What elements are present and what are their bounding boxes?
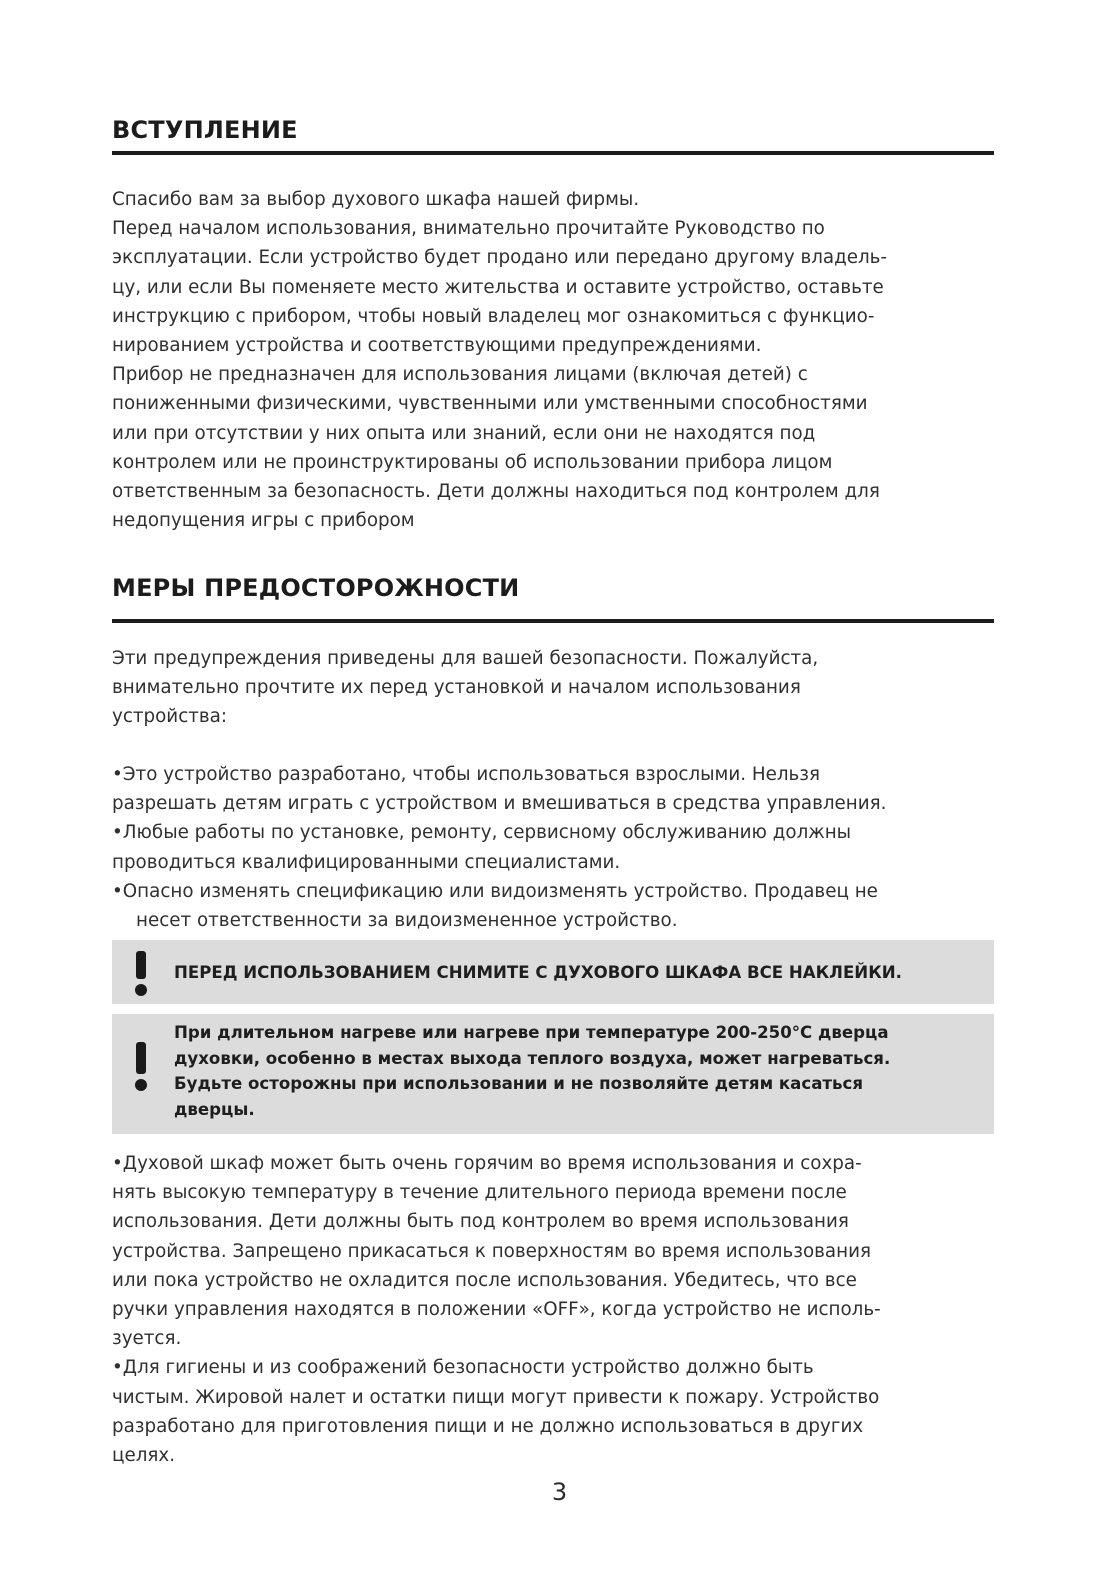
bullet-line: •Любые работы по установке, ремонту, сервисному обслуживанию должны — [112, 822, 852, 844]
intro-line: пониженными физическими, чувственными или умственными способностями — [112, 393, 868, 415]
bullet-line: •Это устройство разработано, чтобы использоваться взрослыми. Нельзя — [112, 764, 821, 785]
bullet-line: или пока устройство не охладится после использования. Убедитесь, что все — [112, 1269, 857, 1291]
intro-line: Прибор не предназначен для использования лицами (включая детей) с — [112, 364, 808, 386]
section-precautions-rule — [112, 619, 994, 623]
bullet-line: чистым. Жировой налет и остатки пищи могут привести к пожару. Устройство — [112, 1386, 880, 1408]
warning-box-hot-door — [112, 1014, 994, 1134]
intro-line: недопущения игры с прибором — [112, 510, 415, 532]
warning-line: духовки, особенно в местах выхода теплого воздуха, может нагреваться. — [174, 1048, 891, 1068]
section-intro-rule — [112, 151, 994, 155]
intro-line: ответственным за безопасность. Дети должны находиться под контролем для — [112, 480, 880, 502]
exclamation-icon — [134, 951, 148, 995]
warning-box-stickers — [112, 940, 994, 1004]
bullet-line: зуется. — [112, 1328, 182, 1350]
section-intro-title: ВСТУПЛЕНИЕ — [112, 116, 298, 144]
bullet-line: •Духовой шкаф может быть очень горячим во время использования и сохра- — [112, 1153, 862, 1174]
warning-line: ПЕРЕД ИСПОЛЬЗОВАНИЕМ СНИМИТЕ С ДУХОВОГО ШКАФА ВСЕ НАКЛЕЙКИ. — [174, 963, 902, 982]
bullet-line: разработано для приготовления пищи и не должно использоваться в других — [112, 1415, 864, 1437]
bullet-line: нять высокую температуру в течение длительного периода времени после — [112, 1182, 847, 1204]
bullet-line: разрешать детям играть с устройством и вмешиваться в средства управления. — [112, 793, 887, 815]
bullet-line: ручки управления находятся в положении «OFF», когда устройство не исполь- — [112, 1298, 881, 1320]
intro-line: или при отсутствии у них опыта или знаний, если они не находятся под — [112, 422, 816, 444]
precautions-intro-line: Эти предупреждения приведены для вашей безопасности. Пожалуйста, — [112, 648, 819, 669]
bullet-line: •Опасно изменять спецификацию или видоизменять устройство. Продавец не — [112, 880, 878, 902]
warning-hot-door-text — [174, 1020, 890, 1122]
precautions-intro-line: внимательно прочтите их перед установкой и началом использования — [112, 677, 801, 699]
precautions-bullets-b — [112, 1149, 881, 1470]
intro-line: цу, или если Вы поменяете место жительства и оставите устройство, оставьте — [112, 276, 884, 298]
bullet-line: •Для гигиены и из соображений безопасности устройство должно быть — [112, 1357, 814, 1379]
precautions-intro — [112, 644, 818, 732]
intro-line: эксплуатации. Если устройство будет продано или передано другому владель- — [112, 247, 888, 269]
bullet-line: устройства. Запрещено прикасаться к поверхностям во время использования — [112, 1240, 871, 1262]
page-number: 3 — [551, 1478, 568, 1506]
precautions-bullets-a — [112, 760, 886, 935]
warning-line: дверцы. — [174, 1099, 255, 1119]
exclamation-icon — [134, 1042, 148, 1092]
intro-paragraph — [112, 185, 887, 535]
bullet-line: целях. — [112, 1444, 176, 1466]
intro-line: нированием устройства и соответствующими предупреждениями. — [112, 334, 762, 356]
bullet-line: несет ответственности за видоизмененное устройство. — [136, 909, 678, 931]
precautions-intro-line: устройства: — [112, 706, 228, 728]
warning-line: При длительном нагреве или нагреве при температуре 200-250°С дверца — [174, 1023, 889, 1042]
bullet-line: использования. Дети должны быть под контролем во время использования — [112, 1211, 849, 1233]
intro-line: контролем или не проинструктированы об использовании прибора лицом — [112, 451, 833, 473]
section-precautions-title: МЕРЫ ПРЕДОСТОРОЖНОСТИ — [112, 574, 520, 602]
intro-line: Спасибо вам за выбор духового шкафа нашей фирмы. — [112, 189, 640, 210]
warning-stickers-text — [174, 962, 902, 984]
intro-line: инструкцию с прибором, чтобы новый владелец мог ознакомиться с функцио- — [112, 305, 875, 327]
warning-line: Будьте осторожны при использовании и не позволяйте детям касаться — [174, 1074, 864, 1094]
bullet-line: проводиться квалифицированными специалистами. — [112, 851, 621, 873]
intro-line: Перед началом использования, внимательно прочитайте Руководство по — [112, 218, 825, 240]
